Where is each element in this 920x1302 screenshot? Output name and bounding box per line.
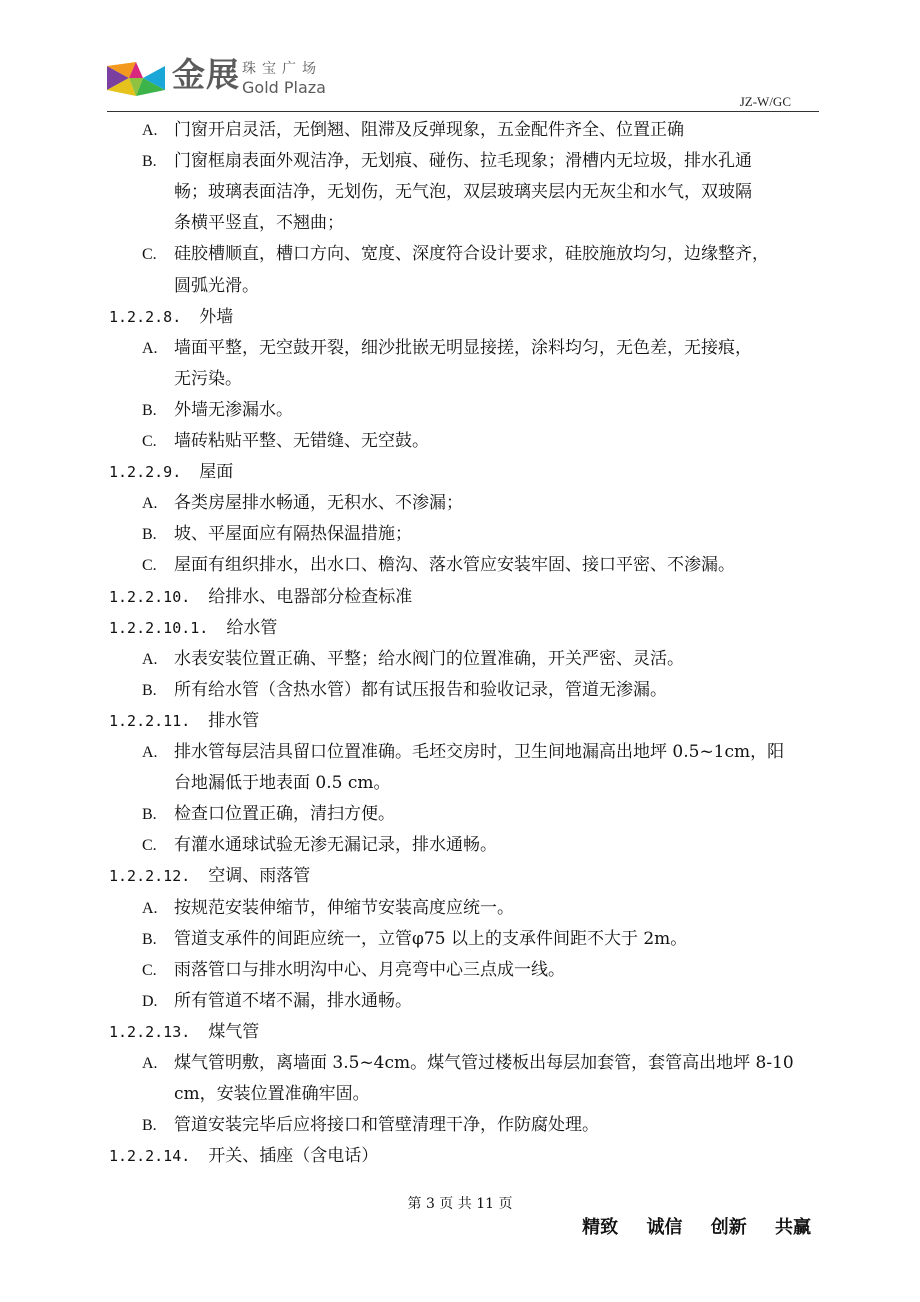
list-item-text: 水表安装位置正确、平整；给水阀门的位置准确，开关严密、灵活。 [174, 648, 684, 669]
list-item-continuation: 圆弧光滑。 [174, 275, 259, 296]
list-item [142, 115, 684, 146]
section-title: 外墙 [199, 306, 234, 327]
section-number: 1.2.2.13. [109, 1022, 191, 1041]
list-item-marker: B. [142, 806, 157, 824]
list-item-marker: B. [142, 526, 157, 544]
list-item [142, 239, 769, 270]
list-item-marker: A. [142, 122, 158, 139]
list-item [142, 675, 667, 706]
section-number: 1.2.2.14. [109, 1147, 191, 1166]
list-item [142, 1110, 599, 1141]
list-item-marker: D. [142, 992, 158, 1010]
list-item-marker: C. [142, 246, 157, 264]
list-item [142, 395, 293, 426]
list-item [142, 333, 752, 364]
logo-subtitle: 珠宝广场 [242, 61, 322, 77]
section-title: 煤气管 [208, 1021, 260, 1042]
list-item-text: 坡、平屋面应有隔热保温措施； [174, 524, 412, 545]
section-heading [109, 457, 233, 488]
list-item-marker: A. [142, 339, 158, 357]
list-item-text: 煤气管明敷，离墙面 3.5~4cm。煤气管过楼板出每层加套管，套管高出地坪 8-10 [174, 1053, 794, 1073]
list-item-marker: B. [142, 401, 157, 419]
list-item [142, 1048, 794, 1079]
section-title: 给排水、电器部分检查标准 [208, 586, 413, 607]
list-item-text: 硅胶槽顺直，槽口方向、宽度、深度符合设计要求，硅胶施放均匀，边缘整齐， [174, 244, 769, 265]
list-item-text: 所有管道不堵不漏，排水通畅。 [174, 990, 412, 1011]
list-item [142, 924, 687, 955]
slogan-word: 精致 [582, 1217, 619, 1238]
section-heading [109, 582, 412, 613]
list-item-continuation: 台地漏低于地表面 0.5 cm。 [174, 773, 391, 794]
section-number: 1.2.2.9. [109, 463, 182, 482]
list-item [142, 893, 514, 924]
list-item-marker: A. [142, 744, 158, 761]
list-item-text: 墙面平整，无空鼓开裂，细沙批嵌无明显接搓，涂料均匀，无色差，无接痕， [174, 337, 752, 358]
list-item [142, 488, 463, 519]
list-item-text: 门窗框扇表面外观洁净，无划痕、碰伤、拉毛现象；滑槽内无垃圾，排水孔通 [174, 151, 752, 172]
slogan-word: 创新 [710, 1217, 747, 1238]
list-item-marker: B. [142, 681, 157, 699]
list-item-marker: A. [142, 899, 158, 917]
list-item-continuation: 畅；玻璃表面洁净，无划伤，无气泡，双层玻璃夹层内无灰尘和水气，双玻隔 [174, 182, 752, 203]
list-item-text: 各类房屋排水畅通，无积水、不渗漏； [174, 493, 463, 514]
list-item-text: 按规范安装伸缩节，伸缩节安装高度应统一。 [174, 897, 514, 918]
section-title: 排水管 [208, 710, 260, 731]
section-heading [109, 613, 277, 644]
header-divider [107, 111, 819, 112]
list-item-marker: A. [142, 1055, 158, 1072]
list-item-marker: B. [142, 153, 157, 171]
list-item-marker: C. [142, 557, 157, 575]
company-slogan [566, 1213, 811, 1239]
page-number: 第 3 页 共 11 页 [407, 1196, 513, 1212]
section-title: 开关、插座（含电话） [208, 1146, 379, 1167]
list-item [142, 955, 565, 986]
section-heading [109, 1017, 259, 1048]
page-header [0, 0, 920, 115]
list-item-continuation: cm，安装位置准确牢固。 [174, 1084, 370, 1105]
list-item-continuation: 无污染。 [174, 368, 242, 389]
list-item-marker: C. [142, 961, 157, 979]
gold-plaza-logo-icon [107, 58, 165, 98]
list-item-text: 排水管每层洁具留口位置准确。毛坯交房时，卫生间地漏高出地坪 0.5~1cm，阳 [174, 742, 785, 762]
list-item-marker: A. [142, 650, 158, 668]
list-item [142, 146, 752, 177]
section-number: 1.2.2.10. [109, 587, 191, 606]
list-item-marker: C. [142, 433, 157, 450]
list-item-marker: A. [142, 495, 158, 513]
section-heading [109, 1141, 378, 1172]
list-item [142, 986, 412, 1017]
document-code: JZ-W/GC [739, 94, 791, 109]
section-number: 1.2.2.11. [109, 711, 191, 730]
section-number: 1.2.2.8. [109, 307, 182, 326]
list-item-text: 雨落管口与排水明沟中心、月亮弯中心三点成一线。 [174, 959, 565, 980]
list-item [142, 737, 784, 768]
list-item-continuation: 条横平竖直，不翘曲； [174, 213, 344, 234]
logo-chinese-name: 金展 [172, 55, 240, 94]
slogan-word: 共赢 [775, 1217, 811, 1238]
slogan-word: 诚信 [646, 1217, 683, 1238]
list-item-text: 管道支承件的间距应统一，立管φ75 以上的支承件间距不大于 2m。 [174, 928, 688, 949]
list-item [142, 644, 684, 675]
list-item-text: 屋面有组织排水，出水口、檐沟、落水管应安装牢固、接口平密、不渗漏。 [174, 555, 735, 576]
list-item [142, 550, 735, 581]
list-item-text: 检查口位置正确，清扫方便。 [174, 804, 395, 825]
list-item-text: 外墙无渗漏水。 [174, 399, 293, 420]
section-title: 空调、雨落管 [208, 866, 311, 887]
list-item-text: 有灌水通球试验无渗无漏记录，排水通畅。 [174, 835, 497, 856]
section-title: 给水管 [226, 617, 278, 638]
list-item-text: 管道安装完毕后应将接口和管壁清理干净，作防腐处理。 [174, 1115, 599, 1136]
list-item-text: 门窗开启灵活，无倒翘、阻滞及反弹现象，五金配件齐全、位置正确 [174, 120, 684, 140]
section-number: 1.2.2.12. [109, 867, 191, 886]
list-item-marker: C. [142, 837, 157, 855]
logo-english-name: Gold Plaza [242, 78, 326, 97]
list-item [142, 799, 395, 830]
section-heading [109, 302, 233, 333]
list-item [142, 519, 412, 550]
section-title: 屋面 [199, 462, 234, 483]
list-item [142, 426, 429, 457]
list-item-text: 所有给水管（含热水管）都有试压报告和验收记录，管道无渗漏。 [174, 679, 667, 700]
list-item-marker: B. [142, 1117, 157, 1135]
section-heading [109, 861, 310, 892]
list-item-text: 墙砖粘贴平整、无错缝、无空鼓。 [174, 431, 429, 451]
list-item-marker: B. [142, 930, 157, 948]
section-heading [109, 706, 259, 737]
section-number: 1.2.2.10.1. [109, 618, 209, 637]
list-item [142, 830, 497, 861]
